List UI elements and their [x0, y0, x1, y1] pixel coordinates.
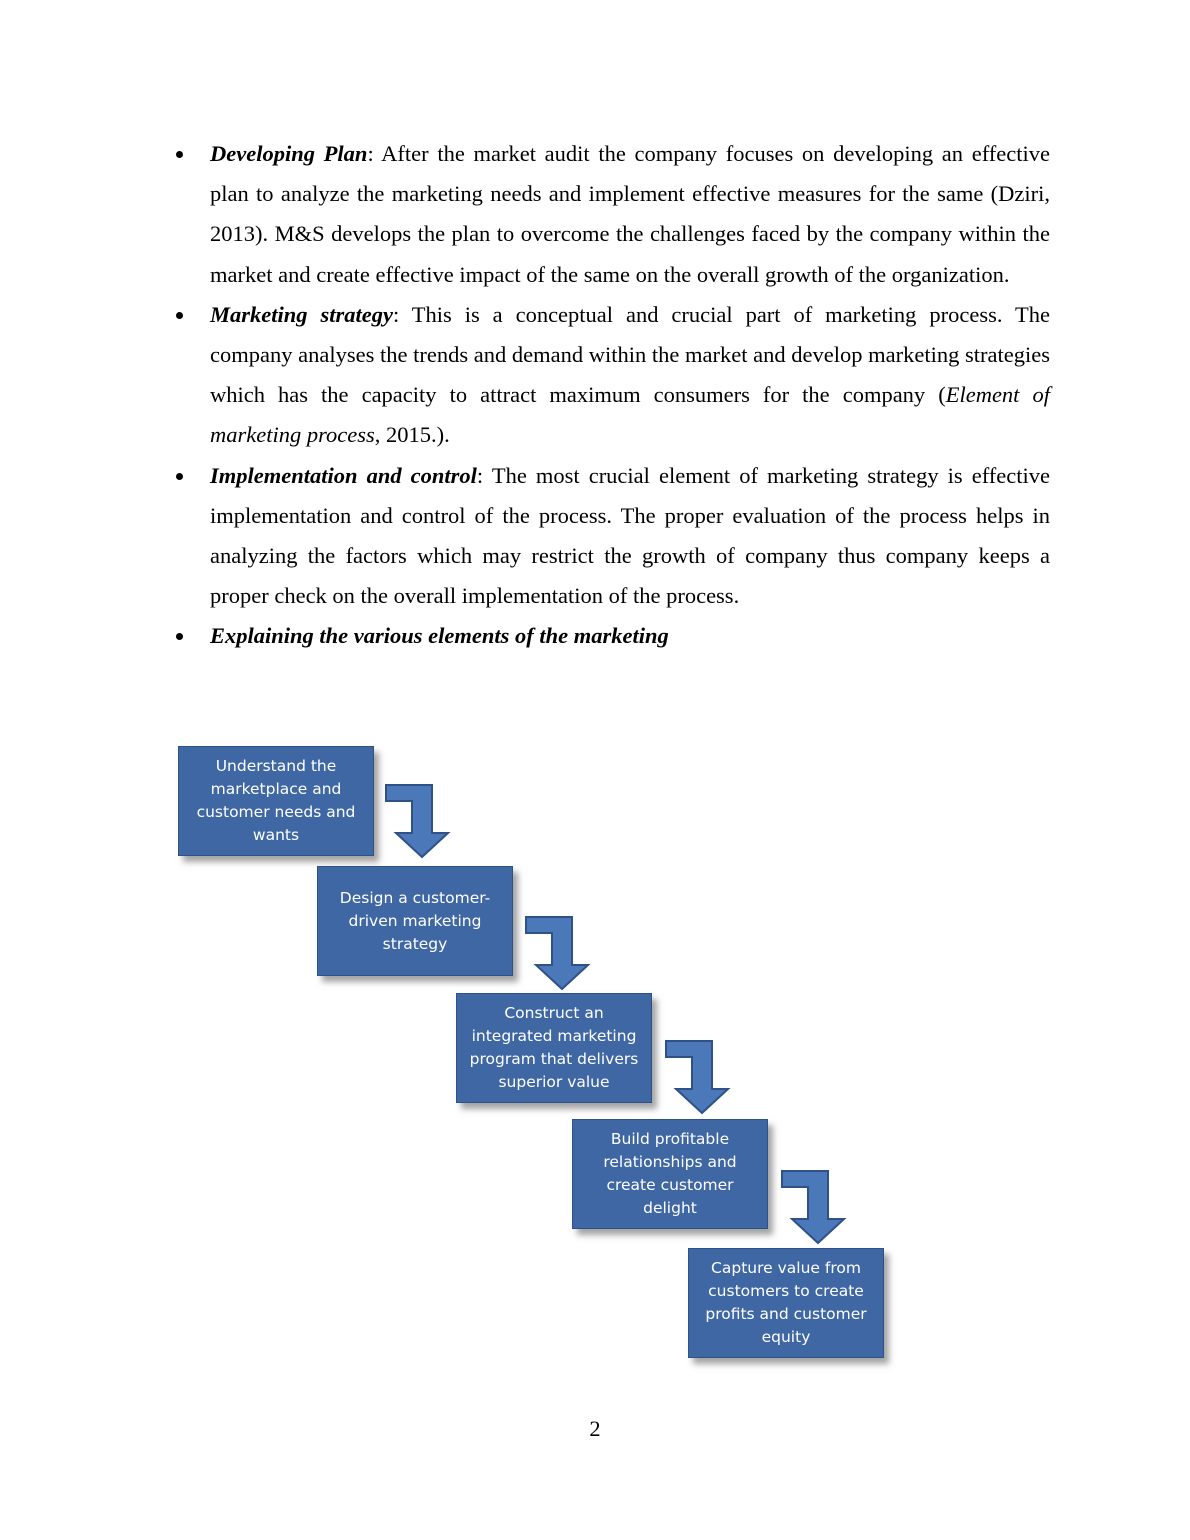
citation-title: Element of marketing process: [210, 382, 1050, 448]
step-label: Construct an integrated marketing program that delivers superior value: [469, 1004, 639, 1091]
step-label: Design a customer-driven marketing strategy: [339, 888, 491, 953]
bullet-list: [170, 134, 1050, 657]
bullet-icon: [176, 633, 183, 640]
bullet-term: Implementation and control: [210, 462, 477, 488]
bullet-marketing-strategy: [170, 295, 1050, 456]
step-label: Understand the marketplace and customer needs and wants: [196, 757, 356, 844]
bent-arrow-icon: [524, 915, 594, 995]
bullet-text: : This is a conceptual and crucial part of marketing process. The company analyses the trends and demand within the market and develop marketing strategies which has the capacity to attract maximum consumers for the company (: [210, 301, 1050, 408]
citation-rest: , 2015.).: [374, 422, 450, 448]
bullet-icon: [176, 473, 183, 480]
bullet-text: : After the market audit the company focuses on developing an effective plan to analyze the marketing needs and implement effective measures for the same (Dziri, 2013). M&S develops the plan to overcome the challenges faced by the company within the market and create effective impact of the same on the overall growth of the organization.: [210, 141, 1050, 287]
bent-arrow-icon: [664, 1039, 734, 1119]
bullet-explaining-elements: [170, 616, 1050, 656]
bullet-term: Developing Plan: [210, 141, 368, 166]
bullet-implementation-control: [170, 456, 1050, 617]
step-label: Capture value from customers to create profits and customer equity: [705, 1259, 867, 1346]
bullet-icon: [176, 312, 183, 319]
bullet-term: Explaining the various elements of the marketing: [210, 623, 669, 649]
bullet-text: : The most crucial element of marketing strategy is effective implementation and control of the process. The proper evaluation of the process helps in analyzing the factors which may restrict the growth of company thus company keeps a proper check on the overall implementation of the process.: [210, 462, 1050, 609]
step-box-3: [456, 993, 652, 1103]
step-box-1: [178, 746, 374, 856]
step-box-4: [572, 1119, 768, 1229]
step-box-2: [317, 866, 513, 976]
bullet-icon: [176, 151, 183, 158]
bent-arrow-icon: [384, 783, 454, 863]
marketing-process-diagram: [170, 735, 910, 1385]
bent-arrow-icon: [780, 1169, 850, 1249]
bullet-term: Marketing strategy: [210, 301, 393, 327]
step-box-5: [688, 1248, 884, 1358]
bullet-developing-plan: [170, 134, 1050, 295]
page-number: 2: [589, 1416, 601, 1441]
step-label: Build profitable relationships and create customer delight: [603, 1130, 737, 1217]
